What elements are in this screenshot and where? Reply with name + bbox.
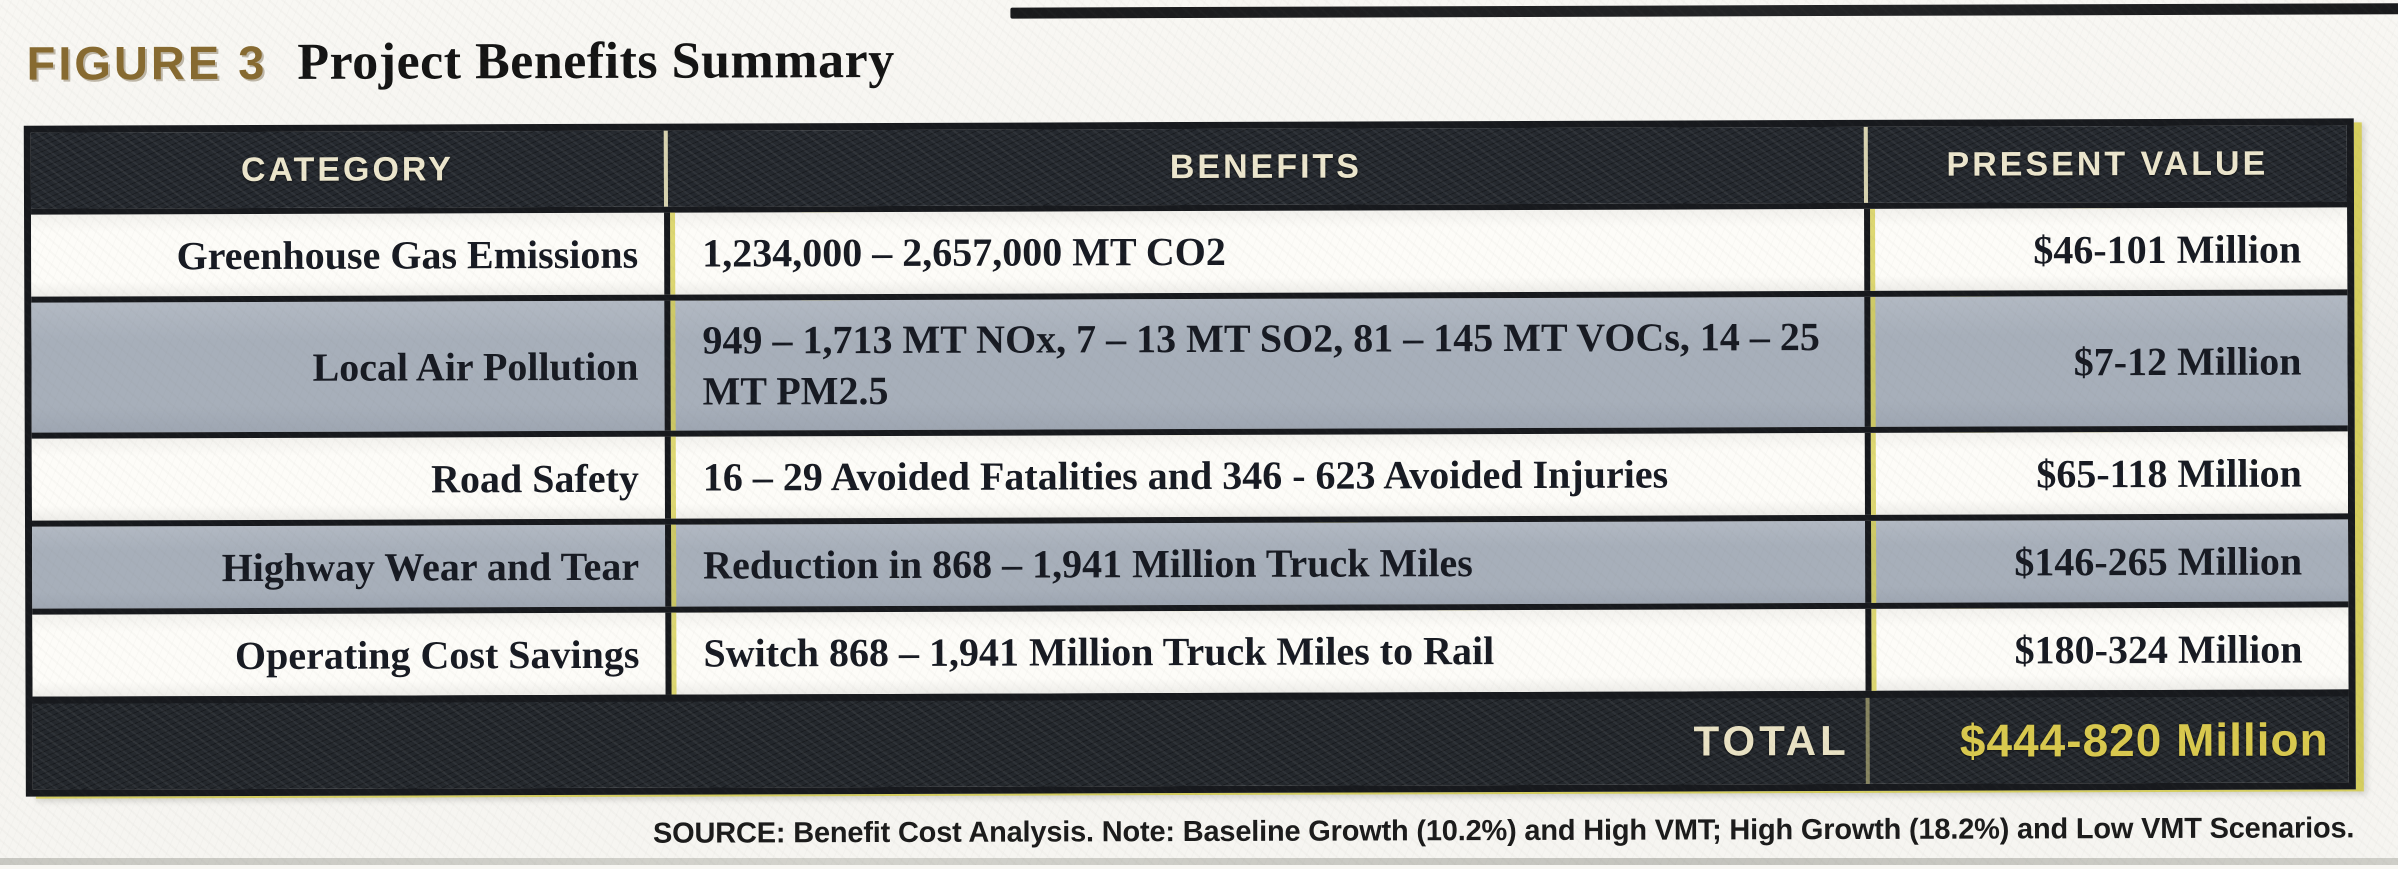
figure-title: Project Benefits Summary xyxy=(297,31,895,91)
category-cell: Road Safety xyxy=(431,455,639,501)
benefits-summary-table xyxy=(24,118,2356,796)
page-top-rule xyxy=(1010,3,2398,18)
benefits-cell: Reduction in 868 – 1,941 Million Truck Miles xyxy=(665,521,1865,607)
table-row xyxy=(31,289,2347,432)
column-header-benefits: BENEFITS xyxy=(664,127,1864,207)
table-row xyxy=(32,425,2348,520)
column-header-present-value: PRESENT VALUE xyxy=(1864,125,2347,203)
table-row xyxy=(32,601,2348,696)
figure-label: FIGURE 3 xyxy=(26,35,268,90)
column-header-category: CATEGORY xyxy=(31,131,664,209)
present-value-cell: $65-118 Million xyxy=(1865,431,2348,515)
category-cell: Greenhouse Gas Emissions xyxy=(176,231,639,278)
source-note: SOURCE: Benefit Cost Analysis. Note: Baseline Growth (10.2%) and High VMT; High Growth (18.2%) and Low VMT Scenarios. xyxy=(652,812,2355,850)
total-label-cell xyxy=(666,698,1866,788)
table-row xyxy=(32,513,2348,608)
category-cell: Highway Wear and Tear xyxy=(221,543,640,590)
benefits-cell: 16 – 29 Avoided Fatalities and 346 - 623 Avoided Injuries xyxy=(665,433,1865,519)
category-cell: Operating Cost Savings xyxy=(234,631,640,678)
benefits-cell: Switch 868 – 1,941 Million Truck Miles to Rail xyxy=(665,609,1865,695)
total-value: $444-820 Million xyxy=(1959,713,2329,767)
scan-edge-artifact xyxy=(0,858,2398,865)
total-value-cell xyxy=(1866,696,2349,784)
present-value-cell: $7-12 Million xyxy=(1864,295,2347,427)
benefits-cell: 1,234,000 – 2,657,000 MT CO2 xyxy=(664,209,1864,295)
category-cell: Local Air Pollution xyxy=(312,343,639,390)
figure-heading xyxy=(26,31,894,93)
table-row xyxy=(31,201,2347,296)
benefits-cell: 949 – 1,713 MT NOx, 7 – 13 MT SO2, 81 – 145 MT VOCs, 14 – 25 MT PM2.5 xyxy=(664,297,1864,431)
table-body xyxy=(31,201,2349,696)
present-value-cell: $46-101 Million xyxy=(1864,207,2347,291)
present-value-cell: $146-265 Million xyxy=(1865,519,2348,603)
present-value-cell: $180-324 Million xyxy=(1865,607,2348,691)
table-header-row xyxy=(31,125,2347,208)
total-label: TOTAL xyxy=(1693,716,1850,765)
total-row xyxy=(33,689,2349,789)
